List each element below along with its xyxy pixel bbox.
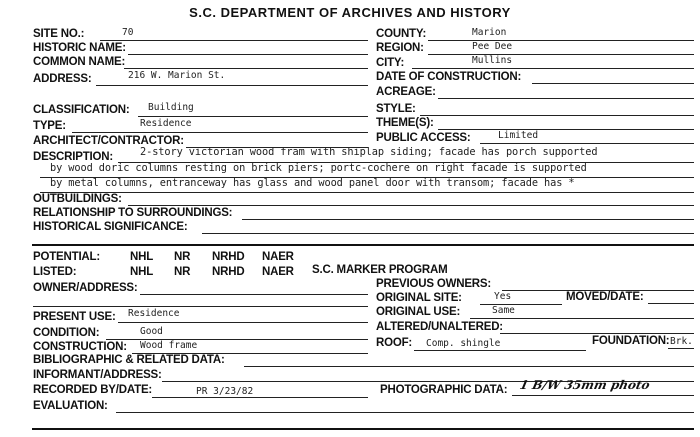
moved-date-label: MOVED/DATE: [566,291,644,303]
foundation-label: FOUNDATION: [592,335,670,347]
significance-line [202,233,694,234]
listed-label: LISTED: [33,266,77,278]
roof-label: ROOF: [376,337,413,349]
evaluation-label: EVALUATION: [33,400,108,412]
description-line-1: 2-story victorian wood fram with shiplap siding; facade has porch supported [140,146,598,158]
potential-nhl: NHL [130,251,154,263]
city-label: CITY: [376,57,405,69]
foundation-line [668,348,694,349]
relationship-line [242,219,694,220]
type-value: Residence [140,118,192,129]
present-use-line [118,322,368,323]
potential-nr: NR [174,251,191,263]
recorded-label: RECORDED BY/DATE: [33,384,153,396]
potential-label: POTENTIAL: [33,251,100,263]
construction-label: CONSTRUCTION: [33,341,127,353]
altered-label: ALTERED/UNALTERED: [376,321,503,333]
region-line [428,54,694,55]
city-line [412,68,694,69]
region-label: REGION: [376,42,424,54]
outbuildings-label: OUTBUILDINGS: [33,193,122,205]
public-access-value: Limited [498,130,539,141]
original-use-label: ORIGINAL USE: [376,306,461,318]
evaluation-line [116,412,694,413]
photographic-value: 1 B/W 35mm photo [518,378,652,392]
acreage-label: ACREAGE: [376,86,436,98]
condition-value: Good [140,326,163,337]
common-name-label: COMMON NAME: [33,56,126,68]
themes-line [438,129,694,130]
owner-line [140,294,368,295]
foundation-value: Brk. [670,336,693,347]
historic-name-label: HISTORIC NAME: [33,42,126,54]
address-value: 216 W. Marion St. [128,70,226,81]
style-label: STYLE: [376,103,416,115]
acreage-line [438,98,694,99]
public-access-label: PUBLIC ACCESS: [376,132,471,144]
bibliographic-label: BIBLIOGRAPHIC & RELATED DATA: [33,354,225,366]
condition-label: CONDITION: [33,327,100,339]
region-value: Pee Dee [472,41,513,52]
description-line-2: by wood doric columns resting on brick piers; portc-cochere on right facade is supported [50,162,587,174]
roof-value: Comp. shingle [426,338,501,349]
themes-label: THEME(S): [376,117,434,129]
informant-label: INFORMANT/ADDRESS: [33,369,162,381]
architect-label: ARCHITECT/CONTRACTOR: [33,135,184,147]
description-line-3: by metal columns, entranceway has glass and wood panel door with transom; facade has * [50,177,575,189]
county-line [428,40,694,41]
construction-value: Wood frame [140,340,198,351]
potential-naer: NAER [262,251,294,263]
owner-line-2 [33,306,368,307]
county-label: COUNTY: [376,28,427,40]
type-label: TYPE: [33,120,66,132]
date-construction-label: DATE OF CONSTRUCTION: [376,71,522,83]
common-name-line [124,68,368,69]
bibliographic-line [244,366,694,367]
classification-line [138,116,368,117]
classification-value: Building [148,102,194,113]
type-line [72,132,368,133]
roof-line [414,350,586,351]
description-rule-3 [40,192,694,193]
style-line [420,115,694,116]
altered-line [500,333,694,334]
section-divider [32,244,694,246]
bottom-rule [32,428,694,430]
recorded-line [152,397,368,398]
date-construction-line [532,83,694,84]
classification-label: CLASSIFICATION: [33,104,130,116]
site-no-value: 70 [122,27,134,38]
photographic-line [512,395,694,396]
address-label: ADDRESS: [33,73,92,85]
outbuildings-line [128,205,694,206]
listed-nhl: NHL [130,266,154,278]
photographic-label: PHOTOGRAPHIC DATA: [380,384,508,396]
moved-date-line [648,303,694,304]
original-use-line [470,318,694,319]
historic-name-line [128,54,368,55]
description-label: DESCRIPTION: [33,151,114,163]
address-line [96,85,368,86]
city-value: Mullins [472,55,513,66]
listed-nrhd: NRHD [212,266,245,278]
site-no-label: SITE NO.: [33,28,85,40]
marker-program-label: S.C. MARKER PROGRAM [312,264,448,276]
relationship-label: RELATIONSHIP TO SURROUNDINGS: [33,207,233,219]
listed-nr: NR [174,266,191,278]
site-no-line [100,40,368,41]
form-title: S.C. DEPARTMENT OF ARCHIVES AND HISTORY [189,5,511,20]
potential-nrhd: NRHD [212,251,245,263]
previous-owners-label: PREVIOUS OWNERS: [376,278,492,290]
listed-naer: NAER [262,266,294,278]
owner-label: OWNER/ADDRESS: [33,282,138,294]
present-use-value: Residence [128,308,180,319]
present-use-label: PRESENT USE: [33,311,116,323]
original-site-label: ORIGINAL SITE: [376,292,462,304]
original-use-value: Same [492,305,515,316]
significance-label: HISTORICAL SIGNIFICANCE: [33,221,188,233]
public-access-line [480,143,694,144]
original-site-value: Yes [494,291,512,302]
county-value: Marion [472,27,507,38]
recorded-value: PR 3/23/82 [196,386,254,397]
